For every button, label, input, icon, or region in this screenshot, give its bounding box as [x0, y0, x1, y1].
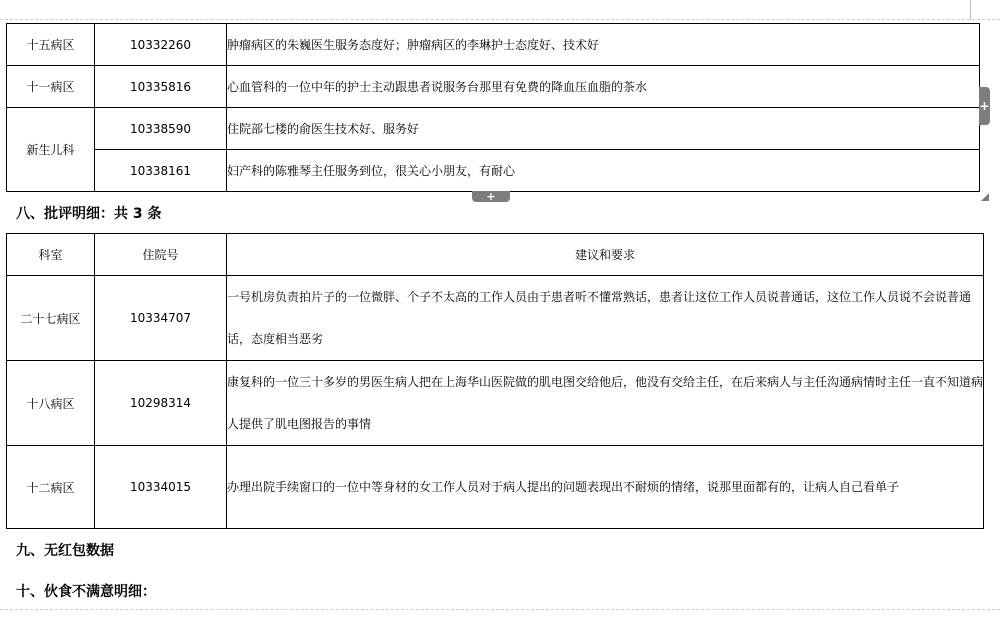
dept-cell: 十八病区	[7, 361, 95, 446]
table-resize-handle[interactable]	[981, 193, 989, 201]
table-header-row	[7, 234, 984, 276]
section-heading-criticism: 八、批评明细：共 3 条	[16, 206, 162, 222]
table-add-column-handle[interactable]	[979, 87, 990, 125]
table-row	[7, 361, 984, 446]
table-row	[7, 150, 980, 192]
inpatient-id-cell: 10334707	[95, 276, 227, 361]
dept-cell: 新生儿科	[7, 108, 95, 192]
dept-cell: 十一病区	[7, 66, 95, 108]
page-corner-mark	[970, 0, 971, 20]
suggestion-cell: 一号机房负责拍片子的一位微胖、个子不太高的工作人员由于患者听不懂常熟话，患者让这位工作人员说普通话，这位工作人员说不会说普通话，态度相当恶劣	[227, 276, 984, 361]
criticism-table	[6, 233, 984, 529]
inpatient-id-cell: 10338161	[95, 150, 227, 192]
comment-cell: 心血管科的一位中年的护士主动跟患者说服务台那里有免费的降血压血脂的茶水	[227, 66, 980, 108]
suggestion-cell: 办理出院手续窗口的一位中等身材的女工作人员对于病人提出的问题表现出不耐烦的情绪，说那里面都有的，让病人自己看单子	[227, 446, 984, 529]
inpatient-id-cell: 10332260	[95, 24, 227, 66]
table-row	[7, 24, 980, 66]
inpatient-id-cell: 10335816	[95, 66, 227, 108]
table-row	[7, 446, 984, 529]
header-inpatient-id: 住院号	[95, 234, 227, 276]
dept-cell: 十五病区	[7, 24, 95, 66]
comment-cell: 妇产科的陈雅琴主任服务到位，很关心小朋友，有耐心	[227, 150, 980, 192]
comment-cell: 住院部七楼的俞医生技术好、服务好	[227, 108, 980, 150]
plus-icon: +	[486, 189, 496, 203]
comment-cell: 肿瘤病区的朱巍医生服务态度好；肿瘤病区的李琳护士态度好、技术好	[227, 24, 980, 66]
section-heading-no-red-envelope: 九、无红包数据	[16, 543, 114, 559]
table-row	[7, 276, 984, 361]
page-bottom-border	[0, 609, 1000, 610]
section-heading-food-dissatisfaction: 十、伙食不满意明细：	[16, 584, 156, 600]
suggestion-cell: 康复科的一位三十多岁的男医生病人把在上海华山医院做的肌电图交给他后，他没有交给主任，在后来病人与主任沟通病情时主任一直不知道病人提供了肌电图报告的事情	[227, 361, 984, 446]
header-suggestion: 建议和要求	[227, 234, 984, 276]
praise-table	[6, 23, 980, 192]
inpatient-id-cell: 10298314	[95, 361, 227, 446]
header-dept: 科室	[7, 234, 95, 276]
inpatient-id-cell: 10334015	[95, 446, 227, 529]
inpatient-id-cell: 10338590	[95, 108, 227, 150]
table-add-row-handle[interactable]	[472, 191, 510, 202]
plus-icon: +	[979, 99, 990, 113]
dept-cell: 二十七病区	[7, 276, 95, 361]
dept-cell: 十二病区	[7, 446, 95, 529]
table-row	[7, 108, 980, 150]
table-row	[7, 66, 980, 108]
page-top-border	[0, 19, 1000, 20]
